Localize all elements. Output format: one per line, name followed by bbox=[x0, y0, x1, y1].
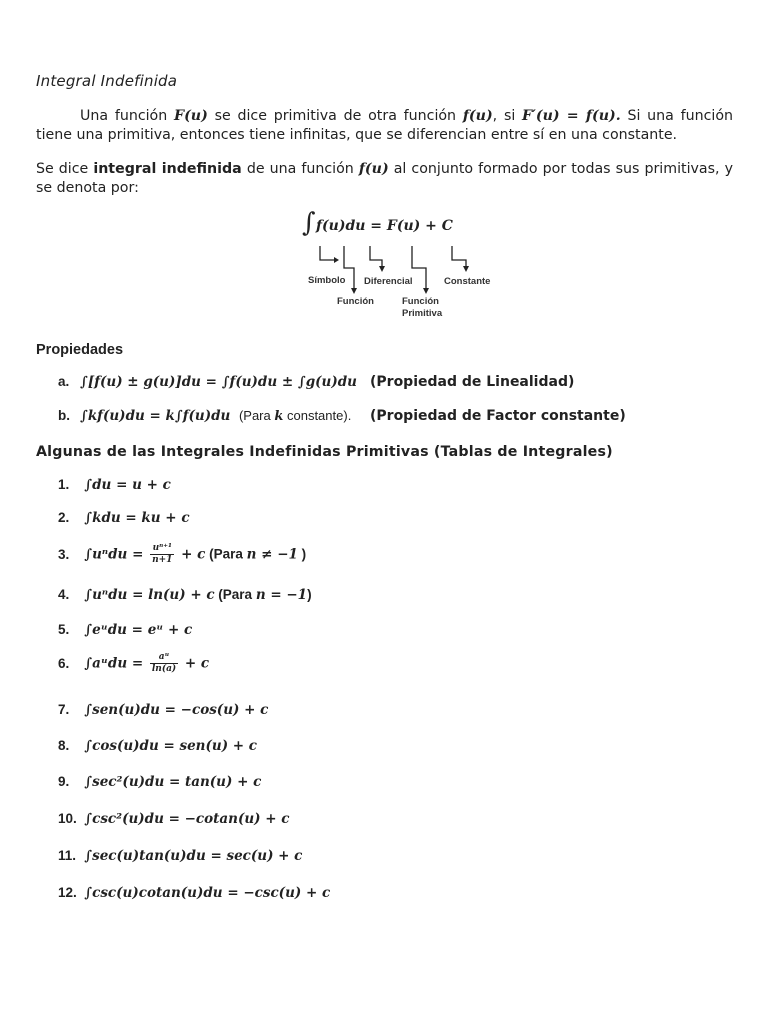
label-simbolo: Símbolo bbox=[308, 275, 346, 286]
integral-item-3: 3. ∫uⁿdu = $\frac{\text{uⁿ⁺¹}}{n+1}$ + c (Para n ≠ −1 ) bbox=[58, 543, 307, 565]
integral-item-1: 1. ∫du = u + c bbox=[58, 477, 171, 493]
arrow-funcion bbox=[344, 246, 354, 288]
arrow-simbolo bbox=[320, 246, 334, 260]
property-b: b. ∫kf(u)du = k∫f(u)du (Para k constante). (Propiedad de Factor constante) bbox=[58, 408, 626, 424]
integral-item-9: 9. ∫sec²(u)du = tan(u) + c bbox=[58, 774, 262, 790]
integral-item-8: 8. ∫cos(u)du = sen(u) + c bbox=[58, 738, 258, 754]
label-constante: Constante bbox=[444, 276, 491, 287]
label-funcion: Función bbox=[337, 296, 374, 307]
integral-item-11: 11. ∫sec(u)tan(u)du = sec(u) + c bbox=[58, 848, 303, 864]
arrow-constante bbox=[452, 246, 466, 266]
properties-heading: Propiedades bbox=[36, 342, 124, 358]
integral-item-10: 10. ∫csc²(u)du = −cotan(u) + c bbox=[58, 811, 290, 827]
integral-sign: ∫ bbox=[302, 208, 316, 238]
intro-paragraph-1: Una función F(u) se dice primitiva de otra función f(u), si F′(u) = f(u). Si una función tiene una primitiva, entonces tiene infinitas, que se diferencian entre sí en una constante. bbox=[36, 108, 733, 143]
diagram-arrows bbox=[300, 206, 500, 326]
main-formula: f(u)du = F(u) + C bbox=[316, 218, 453, 234]
integral-item-6: 6. ∫aᵘdu = $\frac{\text{aᵘ}}{\ln(a)}$ + c bbox=[58, 652, 210, 674]
integral-item-5: 5. ∫eᵘdu = eᵘ + c bbox=[58, 622, 193, 638]
label-diferencial: Diferencial bbox=[364, 276, 413, 287]
label-funcion-primitiva-2: Primitiva bbox=[402, 308, 443, 319]
table-heading: Algunas de las Integrales Indefinidas Primitivas (Tablas de Integrales) bbox=[36, 444, 613, 460]
integral-item-2: 2. ∫kdu = ku + c bbox=[58, 510, 190, 526]
arrow-funcion-primitiva bbox=[412, 246, 426, 288]
integral-notation-diagram bbox=[300, 206, 500, 326]
page-title: Integral Indefinida bbox=[36, 72, 178, 90]
intro-paragraph-2: Se dice integral indefinida de una función f(u) al conjunto formado por todas sus primitivas, y se denota por: bbox=[36, 161, 733, 196]
label-funcion-primitiva-1: Función bbox=[402, 296, 439, 307]
integral-item-12: 12. ∫csc(u)cotan(u)du = −csc(u) + c bbox=[58, 885, 331, 901]
arrow-diferencial bbox=[370, 246, 382, 266]
property-a: a. ∫[f(u) ± g(u)]du = ∫f(u)du ± ∫g(u)du (Propiedad de Linealidad) bbox=[58, 374, 575, 390]
integral-item-4: 4. ∫uⁿdu = ln(u) + c (Para n = −1) bbox=[58, 587, 312, 603]
integral-item-7: 7. ∫sen(u)du = −cos(u) + c bbox=[58, 702, 269, 718]
